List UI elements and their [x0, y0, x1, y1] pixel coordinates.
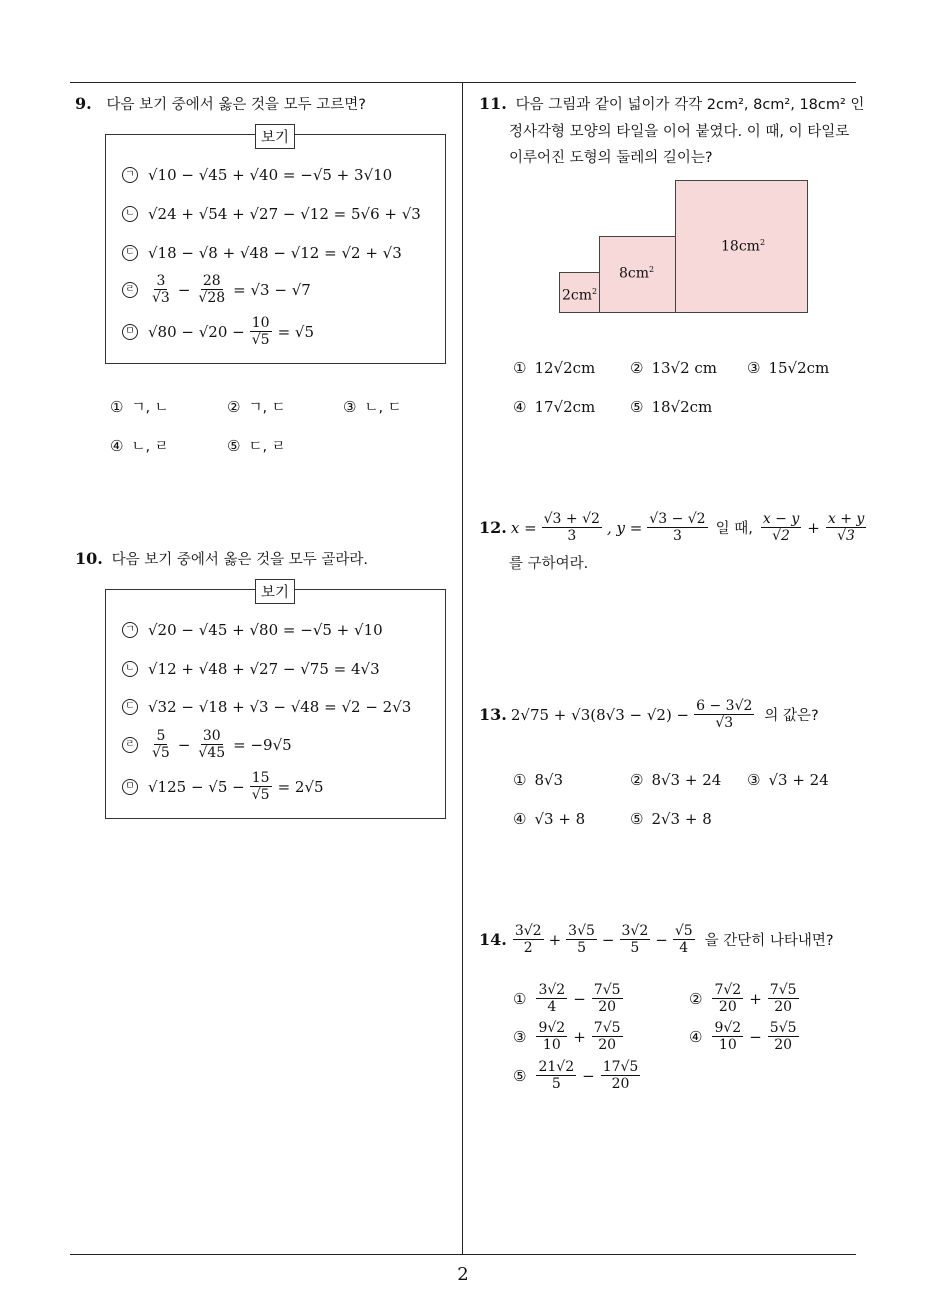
q9-choice-2-text: ㄱ, ㄷ: [248, 400, 286, 416]
tile-8cm2-label-text: 8cm: [619, 265, 650, 282]
q11-header: [479, 93, 864, 114]
q9-item-1-expr: √10 − √45 + √40 = −√5 + 3√10: [148, 166, 393, 184]
q13-choice-4-text: √3 + 8: [534, 810, 586, 828]
q14-choice-2-a-den: 20: [718, 999, 737, 1016]
q9-item-2: [122, 205, 421, 223]
q14-number: 14.: [479, 930, 507, 950]
q14-header: [479, 923, 834, 956]
q10-bogi-title: 보기: [255, 579, 295, 604]
q14-choice-2-a-num: 7√2: [714, 982, 742, 998]
q9-item-4-frac-b-den: √28: [198, 290, 226, 307]
q9-choice-4-num: ④: [110, 436, 124, 455]
q9-item-3-mark: ㄷ: [122, 245, 138, 261]
q12-x-frac: [542, 511, 602, 544]
q14-term-3-den: 5: [630, 940, 640, 957]
q14-choice-3-a: [536, 1020, 567, 1053]
page-number: 2: [457, 1264, 469, 1285]
q12-x-num: √3 + √2: [543, 511, 600, 527]
q11-choice-3-text: 15√2cm: [768, 359, 830, 377]
q10-prompt: 다음 보기 중에서 옳은 것을 모두 골라라.: [111, 552, 368, 568]
q13-choice-1[interactable]: [513, 771, 563, 789]
q10-item-4-frac-a-num: 5: [156, 728, 166, 744]
q9-choice-3-text: ㄴ, ㄷ: [364, 400, 402, 416]
q13-frac: [694, 698, 754, 731]
tile-18cm2-label: [721, 238, 765, 255]
q10-item-4-frac-b: [196, 728, 227, 761]
q14-choice-1-a-num: 3√2: [538, 982, 566, 998]
bottom-rule: [70, 1254, 856, 1255]
q10-item-5-frac: [250, 770, 272, 803]
q10-item-3-mark: ㄷ: [122, 699, 138, 715]
q9-item-3: [122, 244, 402, 262]
q9-choice-1[interactable]: [110, 396, 169, 417]
tile-2cm2-label-sup: 2: [592, 287, 598, 296]
q14-choice-2-b-den: 20: [774, 999, 793, 1016]
column-divider: [462, 83, 463, 1255]
q9-item-4-rhs: = √3 − √7: [233, 280, 311, 299]
q13-choice-1-num: ①: [513, 771, 527, 789]
q14-choice-4-num: ④: [689, 1027, 703, 1046]
q13-choice-5-text: 2√3 + 8: [651, 810, 712, 828]
q11-prompt-line-1: 다음 그림과 같이 넓이가 각각 2cm², 8cm², 18cm² 인: [515, 97, 865, 113]
q13-tail: 의 값은?: [764, 708, 819, 725]
q14-choice-3-num: ③: [513, 1027, 527, 1046]
q13-choice-5[interactable]: [630, 810, 712, 828]
q12-e2-num: x + y: [827, 511, 865, 527]
q12-x-label: x =: [510, 518, 537, 537]
q14-choice-2-a: [712, 982, 743, 1015]
tile-8cm2-label-sup: 2: [649, 265, 655, 274]
q14-choice-2-b: [768, 982, 799, 1015]
q10-item-3: [122, 698, 411, 716]
q9-header: [75, 93, 366, 114]
q14-term-2-op: +: [548, 930, 562, 949]
q10-item-4: [122, 728, 292, 761]
q14-choice-1-a: [536, 982, 567, 1015]
tile-18cm2-label-text: 18cm: [721, 238, 760, 255]
q9-item-5-mark: ㅁ: [122, 324, 138, 340]
q13-header: [479, 698, 819, 731]
q11-choice-1[interactable]: [513, 359, 595, 377]
q10-item-5: [122, 770, 324, 803]
q9-item-4-mark: ㄹ: [122, 282, 138, 298]
tile-2cm2-label-text: 2cm: [562, 287, 593, 304]
q12-e1-den: √2: [772, 528, 790, 545]
q12-y-num: √3 − √2: [649, 511, 706, 527]
q13-frac-den: √3: [715, 715, 734, 732]
q14-choice-1-op: −: [573, 989, 586, 1008]
q9-choice-4[interactable]: [110, 435, 169, 456]
q9-choice-5-text: ㄷ, ㄹ: [248, 439, 286, 455]
tile-2cm2-label: [562, 287, 597, 304]
q9-number: 9.: [75, 94, 92, 113]
q11-choice-2-text: 13√2 cm: [651, 359, 718, 377]
q13-choice-2-text: 8√3 + 24: [651, 771, 722, 789]
q12-y-frac: [647, 511, 707, 544]
q10-item-1-expr: √20 − √45 + √80 = −√5 + √10: [148, 621, 383, 639]
q14-choice-3-op: +: [573, 1027, 586, 1046]
q10-item-1-mark: ㄱ: [122, 622, 138, 638]
q14-choice-5-b-num: 17√5: [602, 1059, 639, 1075]
q11-choice-5-text: 18√2cm: [651, 398, 713, 416]
q9-item-5-rhs: = √5: [277, 322, 315, 341]
q12-when: 일 때,: [715, 521, 753, 538]
q14-choice-3-b: [592, 1020, 623, 1053]
q13-choice-2[interactable]: [630, 771, 721, 789]
q14-term-3-op: −: [601, 930, 615, 949]
q14-choice-1-b-den: 20: [598, 999, 617, 1016]
q12-e1-frac: [761, 511, 801, 544]
q11-choice-5[interactable]: [630, 398, 712, 416]
q14-term-1: [513, 923, 544, 956]
q14-choice-4-a-den: 10: [718, 1037, 737, 1054]
q9-item-5-frac-num: 10: [251, 315, 270, 331]
q13-frac-num: 6 − 3√2: [696, 698, 753, 714]
q14-choice-5-b: [601, 1059, 641, 1092]
q10-item-4-frac-b-den: √45: [198, 745, 226, 762]
q14-choice-1-b-num: 7√5: [593, 982, 621, 998]
q14-choice-1-a-den: 4: [547, 999, 557, 1016]
q14-choice-4-b-den: 20: [774, 1037, 793, 1054]
q10-number: 10.: [75, 549, 103, 568]
q12-e2-frac: [826, 511, 866, 544]
q14-term-4-den: 4: [679, 940, 689, 957]
q13-choice-3-num: ③: [747, 771, 761, 789]
q12-e2-den: √3: [837, 528, 855, 545]
q9-choice-3-num: ③: [343, 397, 357, 416]
q9-item-4: [122, 273, 311, 306]
q10-item-5-frac-num: 15: [251, 770, 270, 786]
q10-item-4-rhs: = −9√5: [233, 735, 292, 754]
q10-item-4-mark: ㄹ: [122, 737, 138, 753]
q14-term-2: [566, 923, 597, 956]
q9-choice-2-num: ②: [227, 397, 241, 416]
q11-prompt-line-2: 정사각형 모양의 타일을 이어 붙였다. 이 때, 이 타일로: [509, 124, 850, 140]
q9-item-4-frac-a: [150, 273, 172, 306]
q14-choice-5-a-num: 21√2: [538, 1059, 575, 1075]
q13-choice-4-num: ④: [513, 810, 527, 828]
q9-choice-2[interactable]: [227, 396, 286, 417]
q11-choice-5-num: ⑤: [630, 398, 644, 416]
q9-choice-3[interactable]: [343, 396, 402, 417]
q14-tail: 을 간단히 나타내면?: [704, 933, 834, 950]
q14-choice-4-a-num: 9√2: [714, 1020, 742, 1036]
tile-18cm2-label-sup: 2: [759, 238, 766, 247]
q14-term-2-den: 5: [577, 940, 586, 957]
tile-8cm2-label: [619, 265, 654, 282]
q12-x-den: 3: [567, 528, 577, 545]
q13-number: 13.: [479, 705, 507, 725]
q14-choice-3[interactable]: [513, 1020, 625, 1053]
q14-choice-5-op: −: [582, 1066, 595, 1085]
q9-item-1-mark: ㄱ: [122, 167, 138, 183]
q13-choice-5-num: ⑤: [630, 810, 644, 828]
q14-choice-5-a-den: 5: [551, 1076, 561, 1093]
q11-choice-4-text: 17√2cm: [534, 398, 596, 416]
q14-choice-1[interactable]: [513, 982, 625, 1015]
q9-item-5: [122, 315, 314, 348]
q9-item-2-mark: ㄴ: [122, 206, 138, 222]
q9-item-4-op: −: [177, 280, 191, 299]
q14-term-1-den: 2: [523, 940, 533, 957]
q12-plus: +: [807, 518, 820, 537]
q14-term-2-num: 3√5: [568, 923, 595, 939]
q14-term-4-op: −: [655, 930, 668, 949]
q14-term-4: [673, 923, 695, 956]
q10-item-5-rhs: = 2√5: [277, 777, 324, 796]
q14-choice-3-a-den: 10: [542, 1037, 561, 1054]
q14-choice-3-a-num: 9√2: [538, 1020, 566, 1036]
q9-item-4-frac-a-den: √3: [152, 290, 170, 307]
q10-item-4-frac-a: [150, 728, 172, 761]
q9-choice-1-text: ㄱ, ㄴ: [131, 400, 169, 416]
q11-choice-1-num: ①: [513, 359, 527, 377]
q9-choice-5[interactable]: [227, 435, 286, 456]
q9-item-4-frac-a-num: 3: [156, 273, 166, 289]
q11-choice-3-num: ③: [747, 359, 761, 377]
q13-choice-3-text: √3 + 24: [768, 771, 829, 789]
q12-number: 12.: [479, 518, 507, 538]
q10-item-2-mark: ㄴ: [122, 661, 138, 677]
q10-item-2-expr: √12 + √48 + √27 − √75 = 4√3: [148, 660, 380, 678]
q14-choice-2-num: ②: [689, 989, 703, 1008]
q9-item-5-frac-den: √5: [251, 332, 270, 349]
q12-y-den: 3: [672, 528, 682, 545]
q9-item-2-expr: √24 + √54 + √27 − √12 = 5√6 + √3: [148, 205, 421, 223]
q13-choice-4[interactable]: [513, 810, 585, 828]
q14-choice-5-b-den: 20: [611, 1076, 630, 1093]
q11-choice-2-num: ②: [630, 359, 644, 377]
q9-choice-1-num: ①: [110, 397, 124, 416]
q14-choice-2[interactable]: [689, 982, 801, 1015]
q14-choice-4[interactable]: [689, 1020, 801, 1053]
q9-item-1: [122, 166, 392, 184]
q14-choice-2-op: +: [749, 989, 762, 1008]
q11-choice-3[interactable]: [747, 359, 829, 377]
q11-choice-2[interactable]: [630, 359, 717, 377]
q14-choice-4-op: −: [749, 1027, 762, 1046]
q14-choice-3-b-den: 20: [598, 1037, 617, 1054]
top-rule: [70, 82, 856, 83]
q14-choice-4-a: [712, 1020, 743, 1053]
q10-item-3-expr: √32 − √18 + √3 − √48 = √2 − 2√3: [148, 698, 412, 716]
q14-term-4-num: √5: [674, 923, 693, 939]
q14-term-1-num: 3√2: [514, 923, 542, 939]
q14-choice-3-b-num: 7√5: [593, 1020, 621, 1036]
q12-tail: 를 구하여라.: [509, 556, 589, 572]
q11-choice-1-text: 12√2cm: [534, 359, 596, 377]
q13-choice-3[interactable]: [747, 771, 829, 789]
q13-choice-1-text: 8√3: [534, 771, 564, 789]
q11-choice-4-num: ④: [513, 398, 527, 416]
q10-item-5-mark: ㅁ: [122, 779, 138, 795]
q12-y-label: , y =: [606, 518, 643, 537]
q12-header: [479, 511, 868, 544]
q14-choice-4-b-num: 5√5: [769, 1020, 797, 1036]
q9-item-5-frac: [250, 315, 272, 348]
q10-item-1: [122, 621, 383, 639]
q14-choice-5[interactable]: [513, 1059, 642, 1092]
q10-item-2: [122, 660, 380, 678]
q10-item-5-frac-den: √5: [251, 787, 270, 804]
q14-choice-2-b-num: 7√5: [769, 982, 797, 998]
q10-item-5-pre: √125 − √5 −: [148, 777, 245, 796]
q14-term-3: [620, 923, 651, 956]
q9-item-4-frac-b-num: 28: [202, 273, 221, 289]
q11-number: 11.: [479, 94, 507, 113]
q9-item-4-frac-b: [196, 273, 227, 306]
q13-expr-pre: 2√75 + √3(8√3 − √2) −: [510, 705, 690, 724]
q14-choice-1-num: ①: [513, 989, 527, 1008]
q14-choice-5-num: ⑤: [513, 1066, 527, 1085]
q14-choice-5-a: [536, 1059, 576, 1092]
q9-choice-4-text: ㄴ, ㄹ: [131, 439, 169, 455]
q10-item-4-frac-a-den: √5: [152, 745, 170, 762]
q13-choice-2-num: ②: [630, 771, 644, 789]
q9-item-5-pre: √80 − √20 −: [148, 322, 245, 341]
q9-bogi-title: 보기: [255, 124, 295, 149]
q10-header: [75, 548, 368, 569]
q9-choice-5-num: ⑤: [227, 436, 241, 455]
q10-item-4-frac-b-num: 30: [202, 728, 221, 744]
q10-item-4-op: −: [177, 735, 191, 754]
q11-prompt-line-3: 이루어진 도형의 둘레의 길이는?: [509, 150, 713, 166]
q14-term-3-num: 3√2: [621, 923, 649, 939]
q11-choice-4[interactable]: [513, 398, 595, 416]
q9-item-3-expr: √18 − √8 + √48 − √12 = √2 + √3: [148, 244, 402, 262]
q9-prompt: 다음 보기 중에서 옳은 것을 모두 고르면?: [106, 97, 366, 113]
q14-choice-4-b: [768, 1020, 799, 1053]
q12-e1-num: x − y: [762, 511, 800, 527]
q14-choice-1-b: [592, 982, 623, 1015]
